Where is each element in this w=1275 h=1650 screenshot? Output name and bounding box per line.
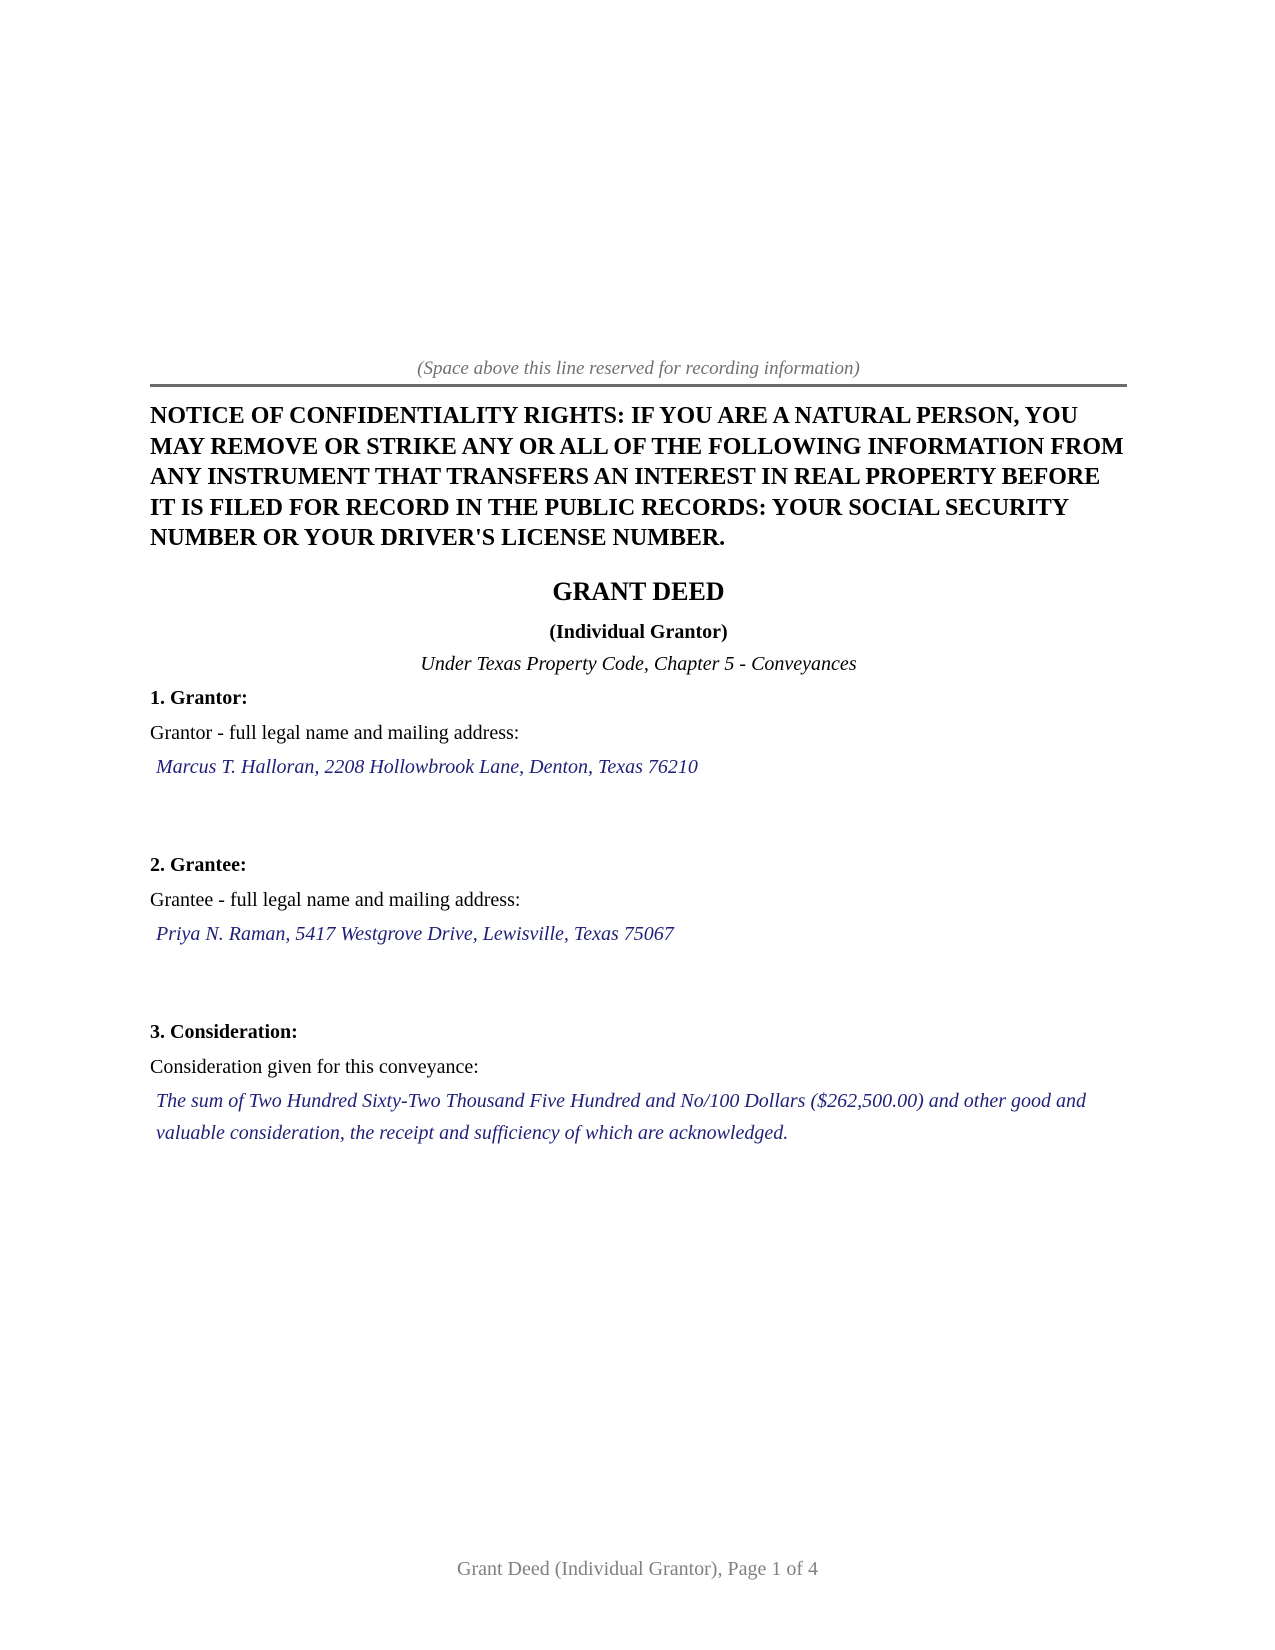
confidentiality-notice: NOTICE OF CONFIDENTIALITY RIGHTS: IF YOU ARE A NATURAL PERSON, YOU MAY REMOVE OR STRIKE ANY OR ALL OF THE FOLLOWING INFORMATION FROM ANY INSTRUMENT THAT TRANSFERS AN INTEREST IN REAL PROPERTY BEFORE IT IS FILED FOR RECORD IN THE PUBLIC RECORDS: YOUR SOCIAL SECURITY NUMBER OR YOUR DRIVER'S LICENSE NUMBER.	[150, 403, 1124, 551]
grantor-value: Marcus T. Halloran, 2208 Hollowbrook Lane, Denton, Texas 76210	[156, 756, 698, 778]
consideration-label: Consideration given for this conveyance:	[150, 1056, 479, 1078]
document-title: GRANT DEED	[552, 577, 725, 606]
consideration-value: The sum of Two Hundred Sixty-Two Thousand Five Hundred and No/100 Dollars ($262,500.00) and other good and valuable consideration, the receipt and sufficiency of which are acknowledged.	[156, 1090, 1086, 1144]
recording-divider	[150, 384, 1127, 387]
grantee-value: Priya N. Raman, 5417 Westgrove Drive, Lewisville, Texas 75067	[156, 923, 674, 945]
document-subtitle: (Individual Grantor)	[549, 621, 728, 643]
grantee-label: Grantee - full legal name and mailing address:	[150, 889, 521, 911]
grantor-label: Grantor - full legal name and mailing address:	[150, 722, 520, 744]
grantee-heading: 2. Grantee:	[150, 854, 247, 876]
consideration-heading: 3. Consideration:	[150, 1021, 298, 1043]
statutory-authority: Under Texas Property Code, Chapter 5 - Conveyances	[420, 653, 857, 675]
recording-space-note: (Space above this line reserved for recording information)	[417, 358, 860, 379]
page-footer: Grant Deed (Individual Grantor), Page 1 of 4	[457, 1558, 818, 1580]
grantor-heading: 1. Grantor:	[150, 687, 248, 709]
